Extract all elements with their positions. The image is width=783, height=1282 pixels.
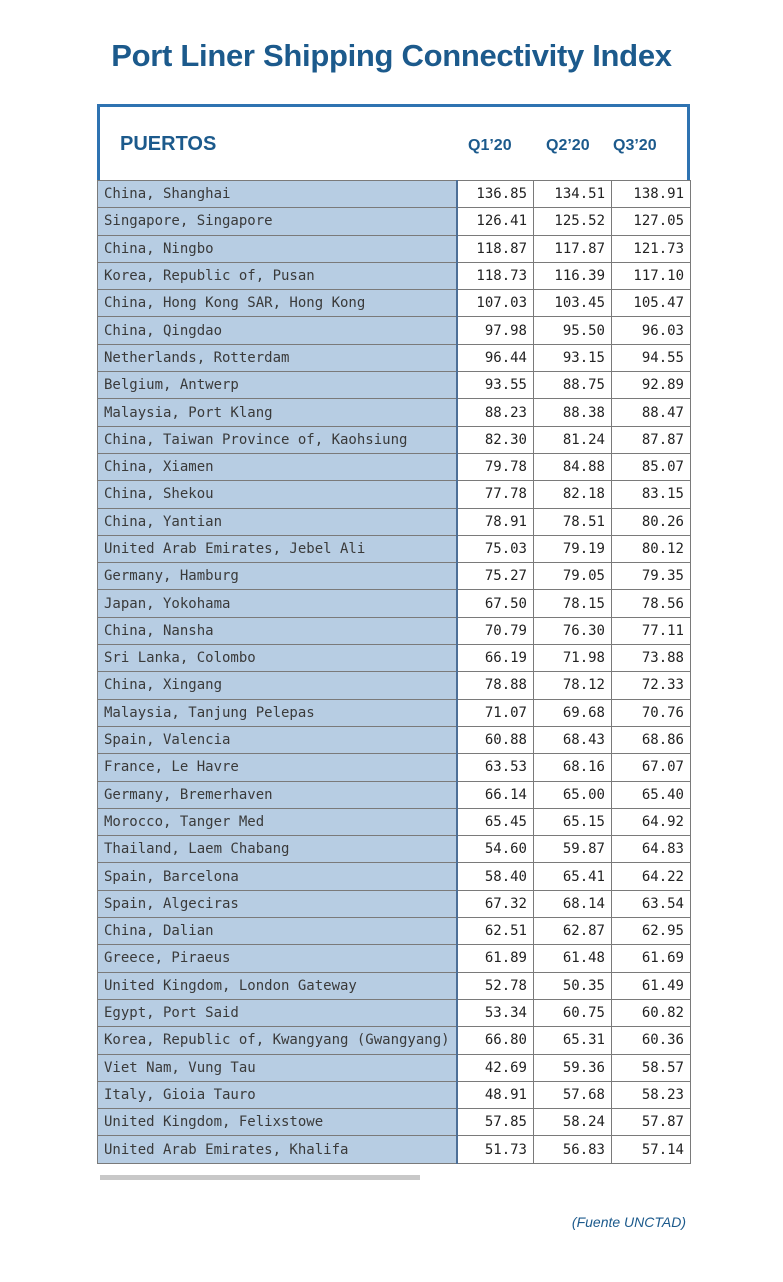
table-row: [98, 781, 691, 808]
port-name-cell: Netherlands, Rotterdam: [98, 344, 457, 371]
q1-value-cell: 57.85: [457, 1109, 534, 1136]
q3-value-cell: 77.11: [612, 617, 691, 644]
q1-value-cell: 70.79: [457, 617, 534, 644]
q3-value-cell: 94.55: [612, 344, 691, 371]
q2-value-cell: 78.51: [534, 508, 612, 535]
q1-value-cell: 67.32: [457, 890, 534, 917]
q2-value-cell: 88.38: [534, 399, 612, 426]
q3-value-cell: 64.83: [612, 836, 691, 863]
q1-value-cell: 79.78: [457, 453, 534, 480]
q1-value-cell: 118.87: [457, 235, 534, 262]
q3-value-cell: 61.49: [612, 972, 691, 999]
q3-value-cell: 65.40: [612, 781, 691, 808]
q3-value-cell: 78.56: [612, 590, 691, 617]
q2-value-cell: 61.48: [534, 945, 612, 972]
q2-value-cell: 71.98: [534, 645, 612, 672]
port-name-cell: Spain, Barcelona: [98, 863, 457, 890]
q1-value-cell: 126.41: [457, 208, 534, 235]
q2-value-cell: 65.15: [534, 808, 612, 835]
q1-value-cell: 53.34: [457, 999, 534, 1026]
port-name-cell: France, Le Havre: [98, 754, 457, 781]
table-shadow: [100, 1175, 420, 1180]
q1-value-cell: 75.27: [457, 563, 534, 590]
port-name-cell: United Kingdom, London Gateway: [98, 972, 457, 999]
port-name-cell: Spain, Algeciras: [98, 890, 457, 917]
q1-value-cell: 66.19: [457, 645, 534, 672]
q2-value-cell: 60.75: [534, 999, 612, 1026]
table-row: [98, 672, 691, 699]
q2-value-cell: 95.50: [534, 317, 612, 344]
q2-value-cell: 125.52: [534, 208, 612, 235]
q2-value-cell: 65.31: [534, 1027, 612, 1054]
q2-value-cell: 57.68: [534, 1081, 612, 1108]
table-row: [98, 726, 691, 753]
q1-value-cell: 78.91: [457, 508, 534, 535]
q3-value-cell: 62.95: [612, 918, 691, 945]
port-name-cell: China, Xingang: [98, 672, 457, 699]
table-body: [98, 181, 691, 1164]
q2-value-cell: 59.87: [534, 836, 612, 863]
port-name-cell: Korea, Republic of, Pusan: [98, 262, 457, 289]
port-name-cell: China, Hong Kong SAR, Hong Kong: [98, 290, 457, 317]
table-row: [98, 836, 691, 863]
port-name-cell: Korea, Republic of, Kwangyang (Gwangyang): [98, 1027, 457, 1054]
data-table: [97, 180, 690, 1164]
q1-value-cell: 82.30: [457, 426, 534, 453]
q3-value-cell: 88.47: [612, 399, 691, 426]
q1-value-cell: 67.50: [457, 590, 534, 617]
q2-value-cell: 68.16: [534, 754, 612, 781]
q3-value-cell: 127.05: [612, 208, 691, 235]
port-name-cell: Japan, Yokohama: [98, 590, 457, 617]
q1-value-cell: 62.51: [457, 918, 534, 945]
table-row: [98, 808, 691, 835]
q3-value-cell: 67.07: [612, 754, 691, 781]
table-row: [98, 453, 691, 480]
port-name-cell: China, Shekou: [98, 481, 457, 508]
q2-value-cell: 68.14: [534, 890, 612, 917]
column-header-q1: Q1’20: [468, 137, 512, 154]
table-row: [98, 863, 691, 890]
q1-value-cell: 63.53: [457, 754, 534, 781]
q1-value-cell: 77.78: [457, 481, 534, 508]
q1-value-cell: 60.88: [457, 726, 534, 753]
q2-value-cell: 65.00: [534, 781, 612, 808]
q1-value-cell: 66.80: [457, 1027, 534, 1054]
q1-value-cell: 65.45: [457, 808, 534, 835]
q3-value-cell: 96.03: [612, 317, 691, 344]
q3-value-cell: 72.33: [612, 672, 691, 699]
q3-value-cell: 58.23: [612, 1081, 691, 1108]
q3-value-cell: 68.86: [612, 726, 691, 753]
q2-value-cell: 116.39: [534, 262, 612, 289]
port-name-cell: China, Qingdao: [98, 317, 457, 344]
q1-value-cell: 136.85: [457, 181, 534, 208]
q3-value-cell: 70.76: [612, 699, 691, 726]
q3-value-cell: 138.91: [612, 181, 691, 208]
q2-value-cell: 84.88: [534, 453, 612, 480]
q1-value-cell: 48.91: [457, 1081, 534, 1108]
q3-value-cell: 64.22: [612, 863, 691, 890]
q1-value-cell: 78.88: [457, 672, 534, 699]
table-row: [98, 372, 691, 399]
port-name-cell: China, Nansha: [98, 617, 457, 644]
port-name-cell: Spain, Valencia: [98, 726, 457, 753]
column-header-q3: Q3’20: [613, 137, 657, 154]
table-row: [98, 563, 691, 590]
table-row: [98, 481, 691, 508]
table-row: [98, 208, 691, 235]
port-name-cell: Egypt, Port Said: [98, 999, 457, 1026]
q1-value-cell: 66.14: [457, 781, 534, 808]
q3-value-cell: 80.26: [612, 508, 691, 535]
table-row: [98, 754, 691, 781]
table-row: [98, 1054, 691, 1081]
q2-value-cell: 79.05: [534, 563, 612, 590]
table-row: [98, 317, 691, 344]
q1-value-cell: 54.60: [457, 836, 534, 863]
table-row: [98, 1109, 691, 1136]
q3-value-cell: 79.35: [612, 563, 691, 590]
q1-value-cell: 58.40: [457, 863, 534, 890]
table-row: [98, 590, 691, 617]
q3-value-cell: 121.73: [612, 235, 691, 262]
q2-value-cell: 82.18: [534, 481, 612, 508]
port-name-cell: Thailand, Laem Chabang: [98, 836, 457, 863]
table-row: [98, 399, 691, 426]
port-name-cell: Sri Lanka, Colombo: [98, 645, 457, 672]
column-header-puertos: PUERTOS: [120, 133, 217, 155]
table-row: [98, 918, 691, 945]
q2-value-cell: 76.30: [534, 617, 612, 644]
table-row: [98, 890, 691, 917]
port-name-cell: Singapore, Singapore: [98, 208, 457, 235]
table-row: [98, 617, 691, 644]
q1-value-cell: 88.23: [457, 399, 534, 426]
q2-value-cell: 79.19: [534, 535, 612, 562]
table-row: [98, 699, 691, 726]
table-row: [98, 1027, 691, 1054]
source-note: (Fuente UNCTAD): [571, 1214, 686, 1230]
table-row: [98, 972, 691, 999]
q2-value-cell: 50.35: [534, 972, 612, 999]
port-name-cell: Italy, Gioia Tauro: [98, 1081, 457, 1108]
table-row: [98, 945, 691, 972]
q2-value-cell: 56.83: [534, 1136, 612, 1163]
table-row: [98, 181, 691, 208]
q2-value-cell: 62.87: [534, 918, 612, 945]
q2-value-cell: 93.15: [534, 344, 612, 371]
table-row: [98, 235, 691, 262]
port-name-cell: China, Taiwan Province of, Kaohsiung: [98, 426, 457, 453]
q2-value-cell: 59.36: [534, 1054, 612, 1081]
port-name-cell: Germany, Bremerhaven: [98, 781, 457, 808]
port-name-cell: China, Xiamen: [98, 453, 457, 480]
port-name-cell: United Arab Emirates, Jebel Ali: [98, 535, 457, 562]
q1-value-cell: 118.73: [457, 262, 534, 289]
q1-value-cell: 97.98: [457, 317, 534, 344]
q3-value-cell: 57.87: [612, 1109, 691, 1136]
q2-value-cell: 88.75: [534, 372, 612, 399]
table-row: [98, 1136, 691, 1163]
q3-value-cell: 87.87: [612, 426, 691, 453]
q3-value-cell: 117.10: [612, 262, 691, 289]
table-row: [98, 1081, 691, 1108]
port-name-cell: Malaysia, Tanjung Pelepas: [98, 699, 457, 726]
q1-value-cell: 96.44: [457, 344, 534, 371]
q3-value-cell: 73.88: [612, 645, 691, 672]
q3-value-cell: 80.12: [612, 535, 691, 562]
q1-value-cell: 51.73: [457, 1136, 534, 1163]
q2-value-cell: 103.45: [534, 290, 612, 317]
q1-value-cell: 61.89: [457, 945, 534, 972]
q1-value-cell: 107.03: [457, 290, 534, 317]
q1-value-cell: 93.55: [457, 372, 534, 399]
q3-value-cell: 63.54: [612, 890, 691, 917]
q3-value-cell: 92.89: [612, 372, 691, 399]
table-row: [98, 426, 691, 453]
table-row: [98, 290, 691, 317]
q2-value-cell: 58.24: [534, 1109, 612, 1136]
table-row: [98, 645, 691, 672]
q2-value-cell: 65.41: [534, 863, 612, 890]
port-name-cell: United Arab Emirates, Khalifa: [98, 1136, 457, 1163]
port-name-cell: China, Ningbo: [98, 235, 457, 262]
q3-value-cell: 58.57: [612, 1054, 691, 1081]
q1-value-cell: 75.03: [457, 535, 534, 562]
table-row: [98, 344, 691, 371]
port-name-cell: Belgium, Antwerp: [98, 372, 457, 399]
port-name-cell: China, Dalian: [98, 918, 457, 945]
q2-value-cell: 78.12: [534, 672, 612, 699]
q1-value-cell: 71.07: [457, 699, 534, 726]
port-name-cell: China, Yantian: [98, 508, 457, 535]
q3-value-cell: 85.07: [612, 453, 691, 480]
q2-value-cell: 81.24: [534, 426, 612, 453]
q2-value-cell: 134.51: [534, 181, 612, 208]
q3-value-cell: 57.14: [612, 1136, 691, 1163]
port-name-cell: United Kingdom, Felixstowe: [98, 1109, 457, 1136]
q1-value-cell: 52.78: [457, 972, 534, 999]
column-header-q2: Q2’20: [546, 137, 590, 154]
q3-value-cell: 105.47: [612, 290, 691, 317]
q3-value-cell: 61.69: [612, 945, 691, 972]
q2-value-cell: 78.15: [534, 590, 612, 617]
q1-value-cell: 42.69: [457, 1054, 534, 1081]
q2-value-cell: 68.43: [534, 726, 612, 753]
table-header: [97, 104, 690, 183]
port-name-cell: Malaysia, Port Klang: [98, 399, 457, 426]
table-row: [98, 535, 691, 562]
q3-value-cell: 64.92: [612, 808, 691, 835]
q2-value-cell: 69.68: [534, 699, 612, 726]
chart-title: Port Liner Shipping Connectivity Index: [111, 38, 672, 73]
port-name-cell: Germany, Hamburg: [98, 563, 457, 590]
q3-value-cell: 60.36: [612, 1027, 691, 1054]
table-row: [98, 999, 691, 1026]
q2-value-cell: 117.87: [534, 235, 612, 262]
table-row: [98, 262, 691, 289]
port-name-cell: China, Shanghai: [98, 181, 457, 208]
port-name-cell: Greece, Piraeus: [98, 945, 457, 972]
table-row: [98, 508, 691, 535]
q3-value-cell: 60.82: [612, 999, 691, 1026]
q3-value-cell: 83.15: [612, 481, 691, 508]
port-name-cell: Viet Nam, Vung Tau: [98, 1054, 457, 1081]
port-name-cell: Morocco, Tanger Med: [98, 808, 457, 835]
